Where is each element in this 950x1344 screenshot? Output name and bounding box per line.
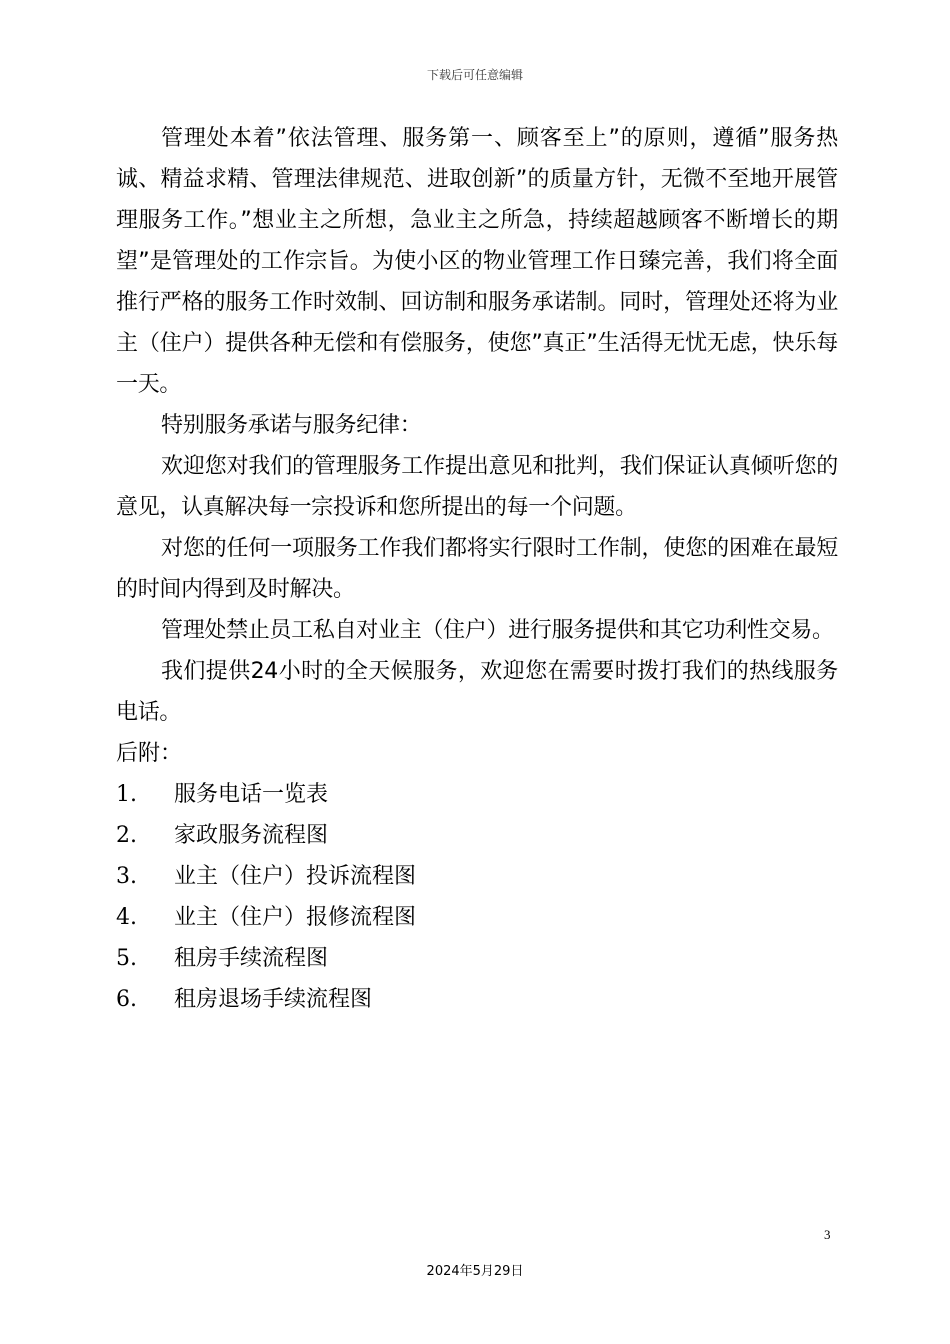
list-item-text: 租房退场手续流程图 <box>174 987 373 1012</box>
page-header: 下载后可任意编辑 <box>426 68 523 82</box>
list-item <box>116 815 838 856</box>
paragraph-intro: 管理处本着”依法管理、服务第一、顾客至上”的原则，遵循”服务热诚、精益求精、管理法律规范、进取创新”的质量方针，无微不至地开展管理服务工作。”想业主之所想，急业主之所急，持续超越顾客不断增长的期望”是管理处的工作宗旨。为使小区的物业管理工作日臻完善，我们将全面推行严格的服务工作时效制、回访制和服务承诺制。同时，管理处还将为业主（住户）提供各种无偿和有偿服务，使您”真正”生活得无忧无虑，快乐每一天。 <box>116 126 838 397</box>
page-footer-date: 2024年5月29日 <box>426 1264 524 1279</box>
list-item <box>116 897 838 938</box>
list-item <box>116 979 838 1020</box>
appendix-label: 后附： <box>116 741 183 766</box>
paragraph-commitment-heading: 特别服务承诺与服务纪律： <box>161 413 422 438</box>
appendix-list <box>116 774 838 1020</box>
list-item-text: 服务电话一览表 <box>174 782 329 807</box>
list-item-number: 4. <box>116 905 137 930</box>
list-item-text: 家政服务流程图 <box>174 823 329 848</box>
paragraph-time-limit: 对您的任何一项服务工作我们都将实行限时工作制，使您的困难在最短的时间内得到及时解决。 <box>116 536 838 602</box>
list-item <box>116 938 838 979</box>
list-item <box>116 774 838 815</box>
list-item-text: 租房手续流程图 <box>174 946 329 971</box>
list-item-number: 1. <box>116 782 137 807</box>
list-item-text: 业主（住户）投诉流程图 <box>174 864 417 889</box>
list-item-number: 2. <box>116 823 137 848</box>
paragraph-hotline: 我们提供24小时的全天候服务，欢迎您在需要时拨打我们的热线服务电话。 <box>116 659 838 725</box>
paragraph-feedback: 欢迎您对我们的管理服务工作提出意见和批判，我们保证认真倾听您的意见，认真解决每一宗投诉和您所提出的每一个问题。 <box>116 454 838 520</box>
list-item <box>116 856 838 897</box>
list-item-number: 5. <box>116 946 137 971</box>
list-item-number: 6. <box>116 987 137 1012</box>
document-body <box>116 118 838 1020</box>
page-number: 3 <box>824 1227 831 1242</box>
list-item-number: 3. <box>116 864 137 889</box>
list-item-text: 业主（住户）报修流程图 <box>174 905 417 930</box>
paragraph-prohibition: 管理处禁止员工私自对业主（住户）进行服务提供和其它功利性交易。 <box>161 618 834 643</box>
